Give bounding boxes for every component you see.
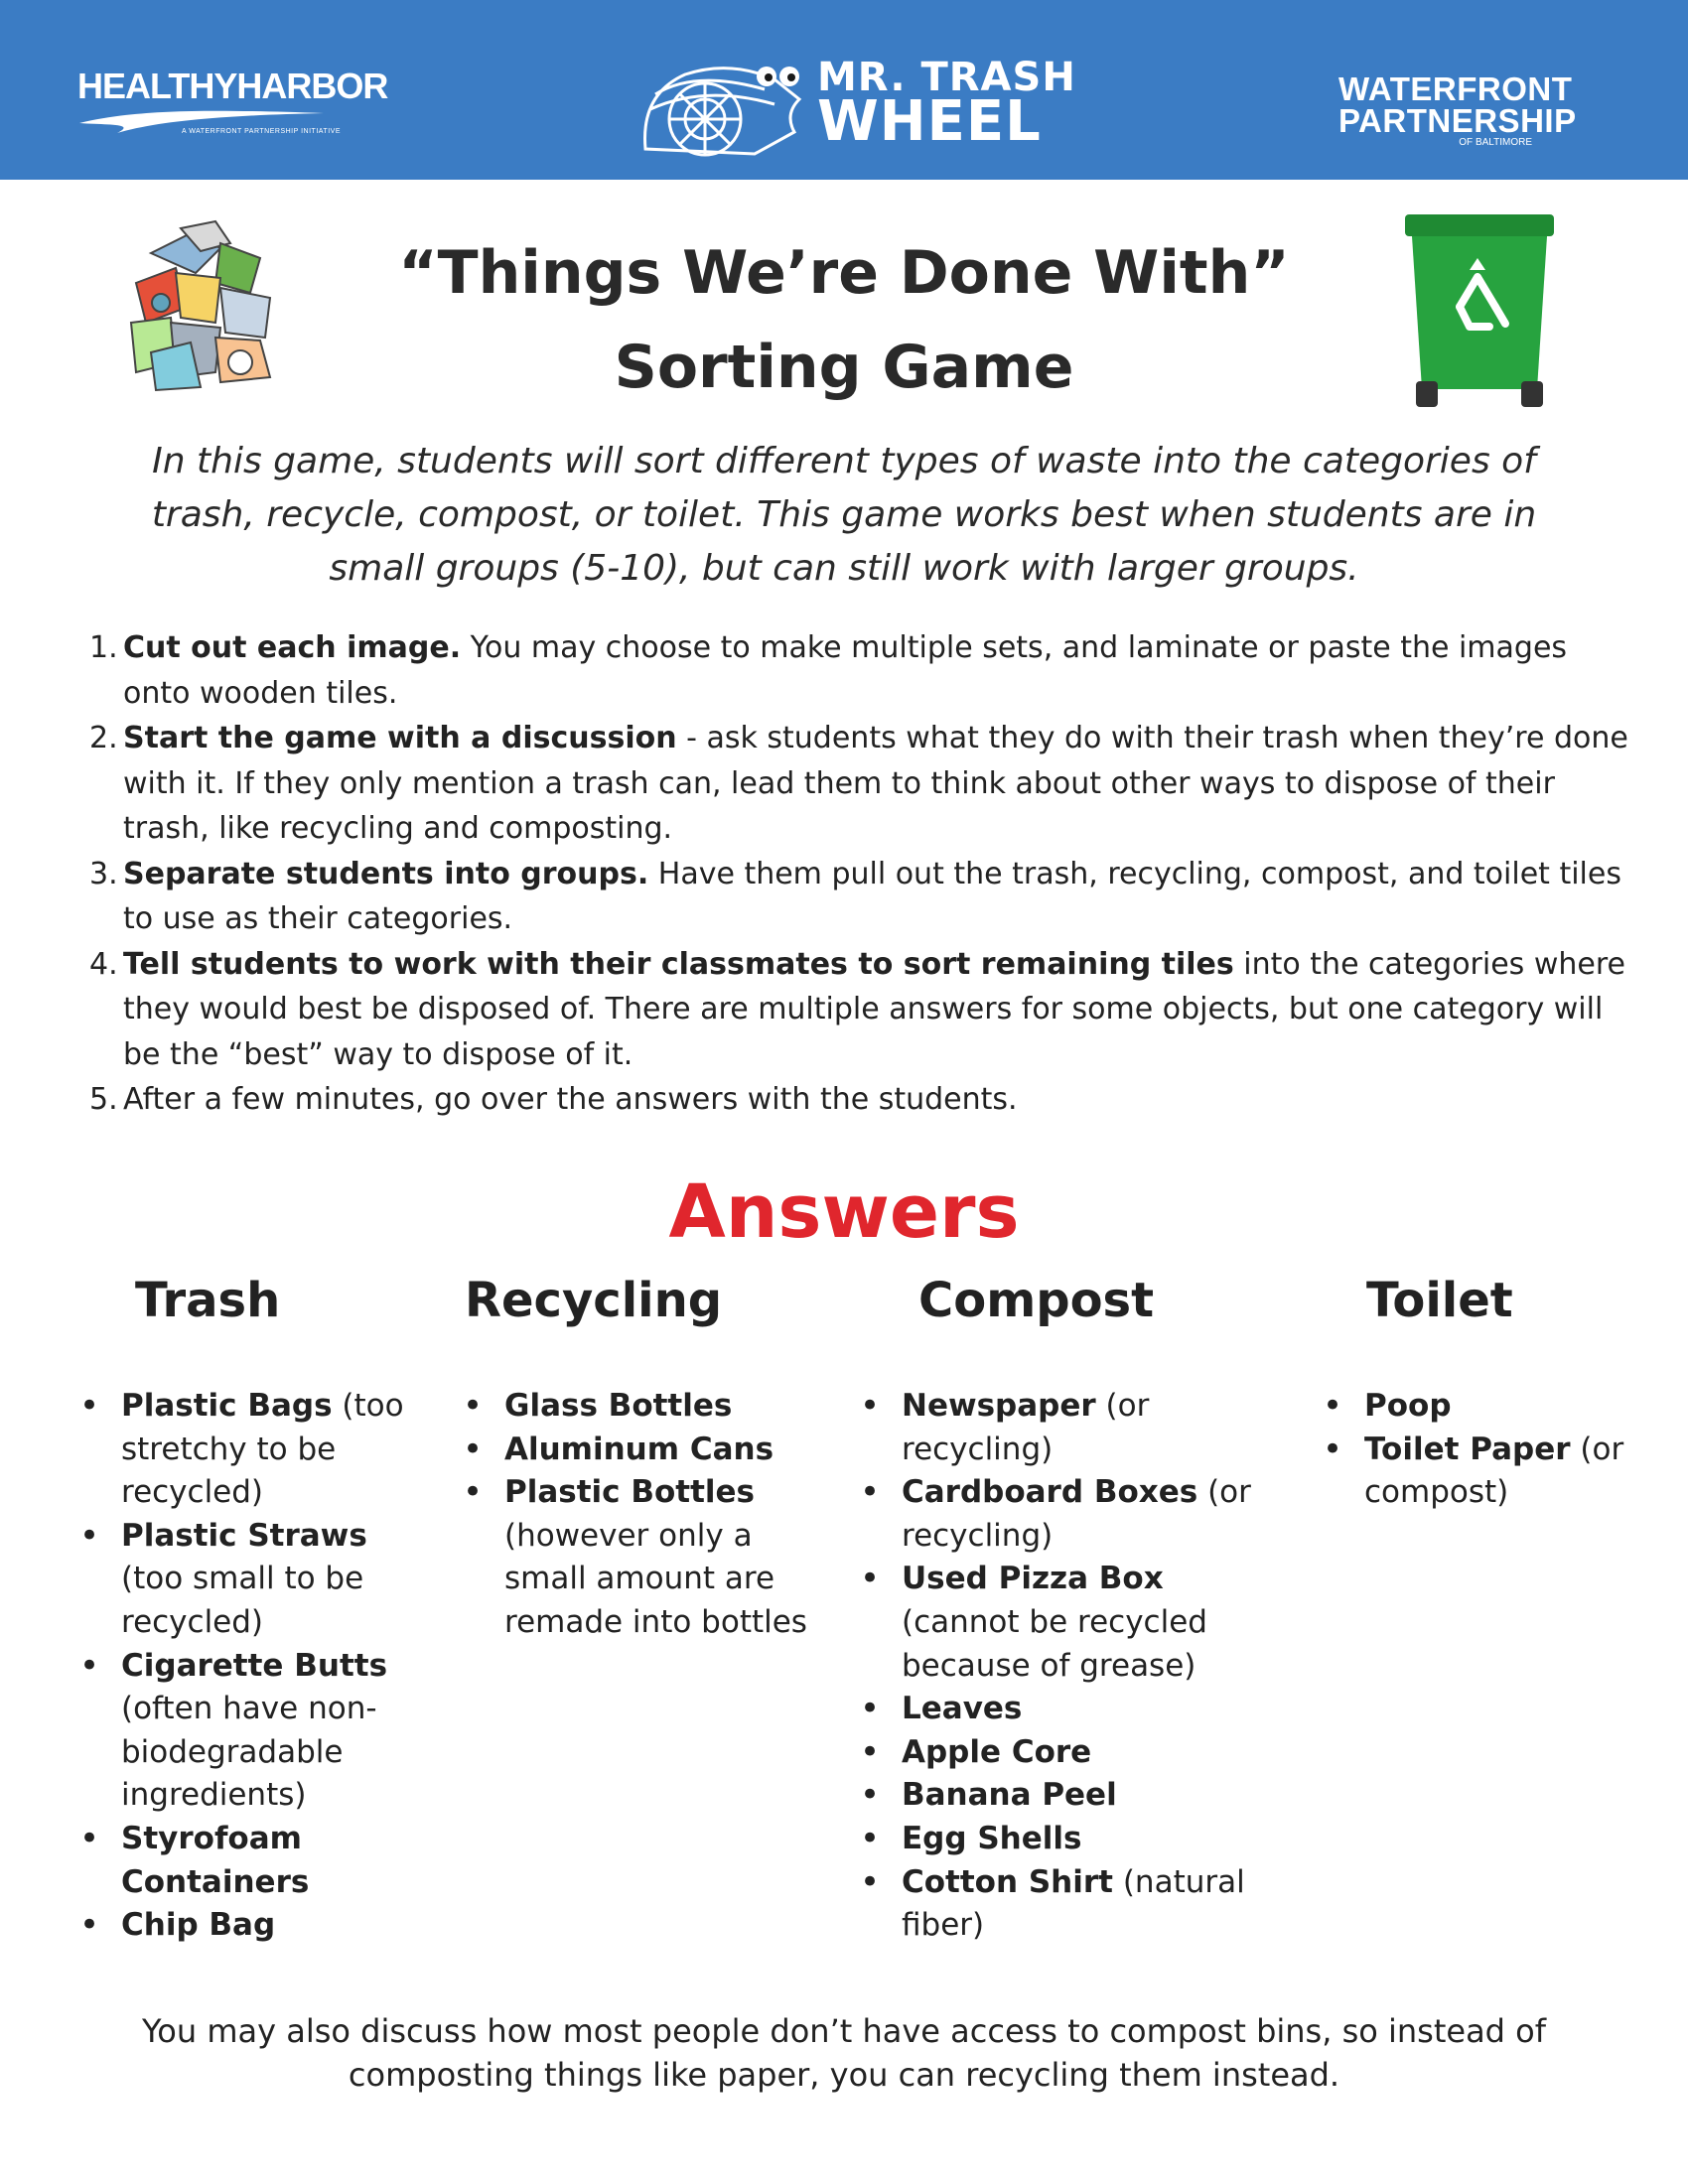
waterfront-logo-line3: OF BALTIMORE xyxy=(1459,137,1532,148)
list-item xyxy=(463,1385,830,1429)
list-item xyxy=(463,1471,830,1644)
list-item xyxy=(860,1558,1287,1688)
header-banner xyxy=(0,0,1688,180)
answers-heading: Answers xyxy=(668,1169,1020,1255)
item-name: Leaves xyxy=(902,1691,1023,1727)
list-item xyxy=(860,1861,1287,1948)
recycling-column-heading: Recycling xyxy=(465,1273,723,1328)
list-item xyxy=(860,1818,1287,1861)
step-item xyxy=(89,852,1638,942)
page-title-line1: “Things We’re Done With” xyxy=(398,238,1290,308)
step-bold: Tell students to work with their classmates to sort remaining tiles xyxy=(123,946,1234,982)
item-note: (or compost) xyxy=(1364,1431,1624,1511)
waterfront-partnership-logo xyxy=(1338,70,1597,148)
trash-answer-list xyxy=(79,1385,417,1948)
item-name: Cigarette Butts xyxy=(121,1647,388,1684)
item-name: Glass Bottles xyxy=(504,1388,733,1424)
recycling-bin-icon xyxy=(1400,212,1559,411)
recycling-answer-list xyxy=(463,1385,830,1645)
healthy-harbor-logo-text: HEALTHYHARBOR xyxy=(77,66,388,106)
item-name: Cotton Shirt xyxy=(902,1863,1113,1900)
waterfront-logo-line1: WATERFRONT xyxy=(1338,70,1573,107)
item-name: Plastic Bottles xyxy=(504,1474,755,1511)
step-item xyxy=(89,625,1638,716)
item-name: Aluminum Cans xyxy=(504,1431,774,1467)
mr-trash-wheel-line2: WHEEL xyxy=(817,89,1042,154)
list-item xyxy=(860,1688,1287,1731)
step-item xyxy=(89,716,1638,852)
healthy-harbor-tagline: A WATERFRONT PARTNERSHIP INITIATIVE xyxy=(182,128,341,135)
toilet-answer-list xyxy=(1323,1385,1660,1515)
item-note: (or recycling) xyxy=(902,1474,1251,1554)
step-number: 3. xyxy=(89,856,118,891)
list-item xyxy=(79,1645,417,1818)
list-item xyxy=(79,1385,417,1515)
item-name: Apple Core xyxy=(902,1733,1092,1770)
item-name: Cardboard Boxes xyxy=(902,1474,1198,1511)
mr-trash-wheel-line1: MR. TRASH xyxy=(817,55,1076,100)
list-item xyxy=(79,1515,417,1645)
mr-trash-wheel-logo xyxy=(635,55,1076,164)
step-item xyxy=(89,1077,1638,1123)
item-name: Egg Shells xyxy=(902,1820,1082,1856)
instruction-steps xyxy=(89,625,1638,1123)
toilet-column-heading: Toilet xyxy=(1366,1273,1513,1328)
item-note: (however only a small amount are remade into bottles xyxy=(504,1517,807,1640)
item-name: Toilet Paper xyxy=(1364,1431,1571,1467)
trash-wheel-icon xyxy=(635,55,814,164)
item-note: (natural fiber) xyxy=(902,1863,1245,1944)
step-number: 1. xyxy=(89,630,118,665)
page-title-line2: Sorting Game xyxy=(614,333,1074,402)
step-number: 5. xyxy=(89,1082,118,1117)
step-item xyxy=(89,942,1638,1078)
item-name: Styrofoam Containers xyxy=(121,1820,310,1900)
item-name: Used Pizza Box xyxy=(902,1561,1164,1597)
intro-paragraph: In this game, students will sort different types of waste into the categories of trash, recycle, compost, or toilet. This game works best when students are in small groups (5-10), but can still work with larger groups. xyxy=(151,441,1537,589)
item-name: Newspaper xyxy=(902,1388,1096,1424)
item-note: (cannot be recycled because of grease) xyxy=(902,1603,1207,1684)
list-item xyxy=(463,1429,830,1472)
trash-column-heading: Trash xyxy=(135,1273,281,1328)
list-item xyxy=(860,1471,1287,1558)
item-note: (or recycling) xyxy=(902,1388,1150,1467)
list-item xyxy=(79,1904,417,1948)
step-text: After a few minutes, go over the answers with the students. xyxy=(123,1082,1018,1117)
list-item xyxy=(860,1774,1287,1818)
step-bold: Start the game with a discussion xyxy=(123,721,677,755)
footer-note: You may also discuss how most people don’t have access to compost bins, so instead of composting things like paper, you can recycling them instead. xyxy=(142,2012,1546,2094)
step-bold: Cut out each image. xyxy=(123,630,462,665)
list-item xyxy=(1323,1385,1660,1429)
trash-pile-icon xyxy=(121,213,285,392)
step-number: 4. xyxy=(89,946,118,982)
item-name: Poop xyxy=(1364,1388,1452,1424)
step-text: Have them pull out the trash, recycling, compost, and toilet tiles to use as their categories. xyxy=(123,856,1621,936)
step-bold: Separate students into groups. xyxy=(123,856,649,891)
item-name: Chip Bag xyxy=(121,1907,276,1944)
list-item xyxy=(860,1385,1287,1471)
compost-answer-list xyxy=(860,1385,1287,1948)
item-name: Plastic Bags xyxy=(121,1388,333,1424)
waterfront-logo-line2: PARTNERSHIP xyxy=(1338,102,1577,139)
item-name: Plastic Straws xyxy=(121,1517,367,1554)
list-item xyxy=(1323,1429,1660,1515)
step-text: You may choose to make multiple sets, and laminate or paste the images onto wooden tiles. xyxy=(123,630,1568,711)
healthy-harbor-logo xyxy=(77,66,388,145)
compost-column-heading: Compost xyxy=(918,1273,1155,1328)
step-text: - ask students what they do with their trash when they’re done with it. If they only mention a trash can, lead them to think about other ways to dispose of their trash, like recycling and composting. xyxy=(123,721,1628,846)
item-name: Banana Peel xyxy=(902,1777,1117,1814)
item-note: (too stretchy to be recycled) xyxy=(121,1388,404,1511)
step-number: 2. xyxy=(89,721,118,755)
item-note: (often have non-biodegradable ingredients) xyxy=(121,1691,377,1814)
list-item xyxy=(79,1818,417,1904)
list-item xyxy=(860,1731,1287,1775)
item-note: (too small to be recycled) xyxy=(121,1561,364,1640)
step-text: into the categories where they would best be disposed of. There are multiple answers for some objects, but one category will be the “best” way to dispose of it. xyxy=(123,946,1625,1072)
